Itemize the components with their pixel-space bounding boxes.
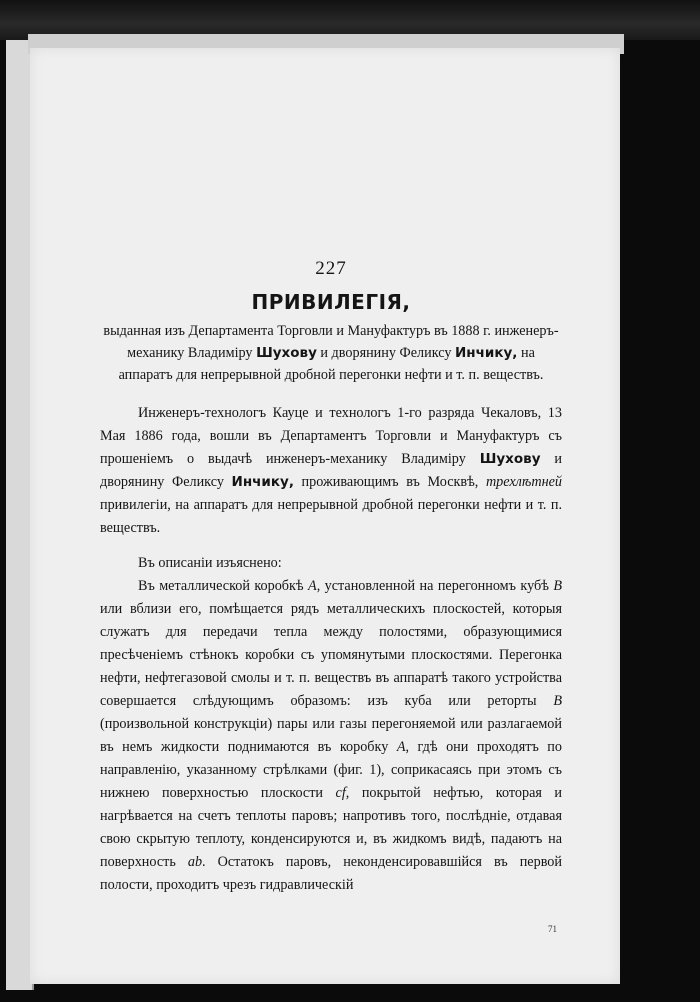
body-text-4: (произвольной конструкціи) пары или газы перегоняемой или разлагаемой въ немъ жидкости поднимаются въ коробку (100, 716, 562, 755)
subtitle-text-3: на аппаратъ для непрерывной дробной перегонки нефти и т. п. веществъ. (118, 345, 544, 383)
intro-name-inchik: Инчику, (231, 474, 294, 490)
intro-text-2: и дворянину Феликсу (100, 451, 563, 490)
subtitle (100, 320, 562, 386)
symbol-B-1: B (553, 578, 562, 594)
subtitle-name-inchik: Инчику, (454, 345, 518, 361)
symbol-cf: cf (335, 785, 346, 801)
intro-name-shukhov: Шухову (479, 451, 541, 467)
subtitle-text-2: и дворянину Феликсу (316, 345, 455, 361)
intro-text-4: привилегіи, на аппаратъ для непрерывной дробной перегонки нефти и т. п. веществъ. (100, 497, 562, 536)
subtitle-text-1: выданная изъ Департамента Торговли и Мануфактуръ въ 1888 г. инженеръ-механику Владиміру (103, 323, 559, 361)
intro-text-3: проживающимъ въ Москвѣ, (293, 474, 486, 490)
symbol-ab: ab (187, 854, 203, 870)
symbol-B-2: B (553, 693, 562, 709)
printer-signature-mark: 71 (548, 924, 557, 934)
description-paragraph (100, 575, 562, 897)
body-text-1: Въ металлической коробкѣ (138, 578, 309, 594)
body-text-3: или вблизи его, помѣщается рядъ металлическихъ плоскостей, которыя служатъ для передачи тепла между полостями, образующимися пресѣченіемъ стѣнокъ коробки съ упомянутыми плоскостями. Перегонка нефти, нефтегазовой смолы и т. п. веществъ въ аппаратѣ такого устройства совершается слѣдующимъ образомъ: изъ куба или реторты (100, 601, 562, 709)
body-text-5: , гдѣ они проходятъ по направленію, указанному стрѣлками (фиг. 1), соприкасаясь при этомъ съ нижнею поверхностью плоскости (100, 739, 562, 801)
intro-paragraph (100, 402, 562, 540)
intro-italic-term: трехлѣтней (485, 474, 563, 490)
symbol-A-1: A (308, 578, 317, 594)
intro-text-1: Инженеръ-технологъ Кауце и технологъ 1-го разряда Чекаловъ, 13 Мая 1886 года, вошли въ Департаментъ Торговли и Мануфактуръ съ прошеніемъ о выдачѣ инженеръ-механику Владиміру (100, 405, 562, 467)
body-text-6: , покрытой нефтью, которая и нагрѣвается на счетъ теплоты паровъ; напротивъ того, послѣдніе, отдавая свою скрытую теплоту, конденсируются и, въ жидкомъ видѣ, падаютъ на поверхность (100, 785, 563, 870)
document-page (30, 48, 620, 984)
description-heading: Въ описаніи изъяснено: (138, 555, 282, 571)
page-title: ПРИВИЛЕГІЯ, (251, 290, 411, 314)
symbol-A-2: A (396, 739, 406, 755)
page-content (100, 256, 562, 897)
body-text-2: , установленной на перегонномъ кубѣ (316, 578, 554, 594)
subtitle-name-shukhov: Шухову (256, 345, 317, 361)
body-text-7: . Остатокъ паровъ, неконденсировавшійся въ первой полости, проходитъ чрезъ гидравлическій (100, 854, 562, 893)
page-number: 227 (315, 258, 347, 279)
